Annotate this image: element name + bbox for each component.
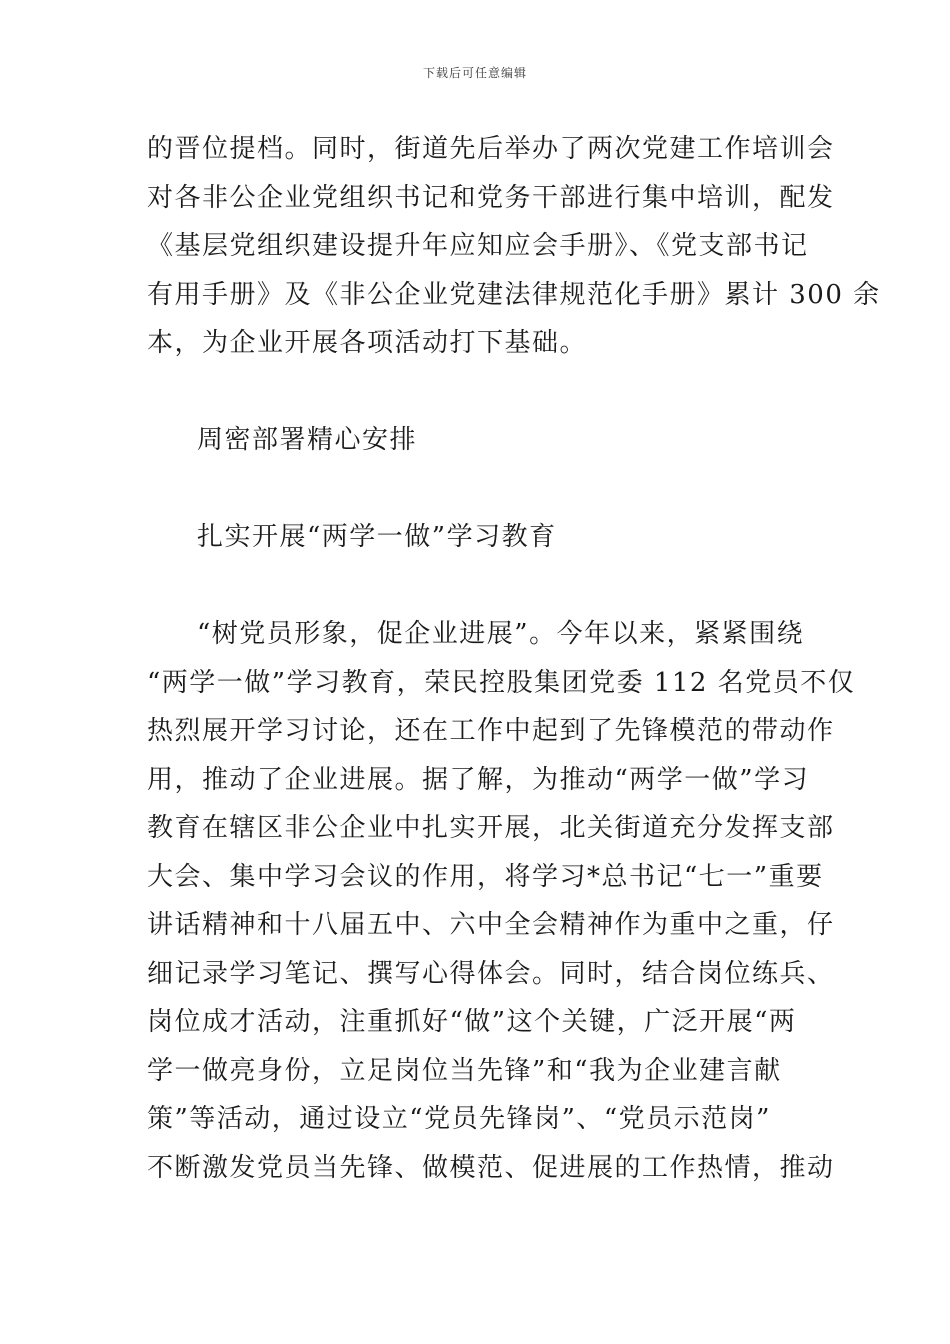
paragraph-gap	[147, 562, 807, 611]
text-line: 对各非公企业党组织书记和党务干部进行集中培训，配发	[147, 182, 835, 213]
page-header: 下载后可任意编辑	[422, 66, 527, 80]
text-line: 本，为企业开展各项活动打下基础。	[147, 328, 588, 358]
text-line: 细记录学习笔记、撰写心得体会。同时，结合岗位练兵、	[147, 958, 835, 989]
text-line: 策”等活动，通过设立“党员先锋岗”、“党员示范岗”	[147, 1104, 771, 1134]
text-line: 学一做亮身份，立足岗位当先锋”和“我为企业建言献	[147, 1055, 782, 1086]
paragraph-1	[147, 125, 881, 368]
text-line: 的晋位提档。同时，街道先后举办了两次党建工作培训会	[147, 134, 835, 164]
paragraph-gap	[147, 465, 807, 514]
text-line: 用，推动了企业进展。据了解，为推动“两学一做”学习	[147, 764, 810, 795]
text-line: 大会、集中学习会议的作用，将学习*总书记“七一”重要	[147, 861, 824, 892]
text-line: 热烈展开学习讨论，还在工作中起到了先锋模范的带动作	[147, 716, 835, 746]
section-heading-1: 周密部署精心安排	[197, 425, 418, 455]
text-line: 不断激发党员当先锋、做模范、促进展的工作热情，推动	[147, 1152, 835, 1183]
paragraph-2	[147, 610, 856, 1192]
text-line: 有用手册》及《非公企业党建法律规范化手册》累计 300 余	[147, 279, 881, 310]
text-line: “两学一做”学习教育，荣民控股集团党委 112 名党员不仅	[147, 667, 856, 698]
text-line: 讲话精神和十八届五中、六中全会精神作为重中之重，仔	[147, 910, 835, 940]
paragraph-gap	[147, 368, 807, 417]
document-body	[147, 125, 881, 1192]
text-line: “树党员形象，促企业进展”。今年以来，紧紧围绕	[197, 619, 805, 649]
text-line: 《基层党组织建设提升年应知应会手册》、《党支部书记	[147, 231, 809, 261]
section-heading-2: 扎实开展“两学一做”学习教育	[197, 522, 557, 552]
text-line: 教育在辖区非公企业中扎实开展，北关街道充分发挥支部	[147, 813, 835, 843]
text-line: 岗位成才活动，注重抓好“做”这个关键，广泛开展“两	[147, 1007, 797, 1037]
